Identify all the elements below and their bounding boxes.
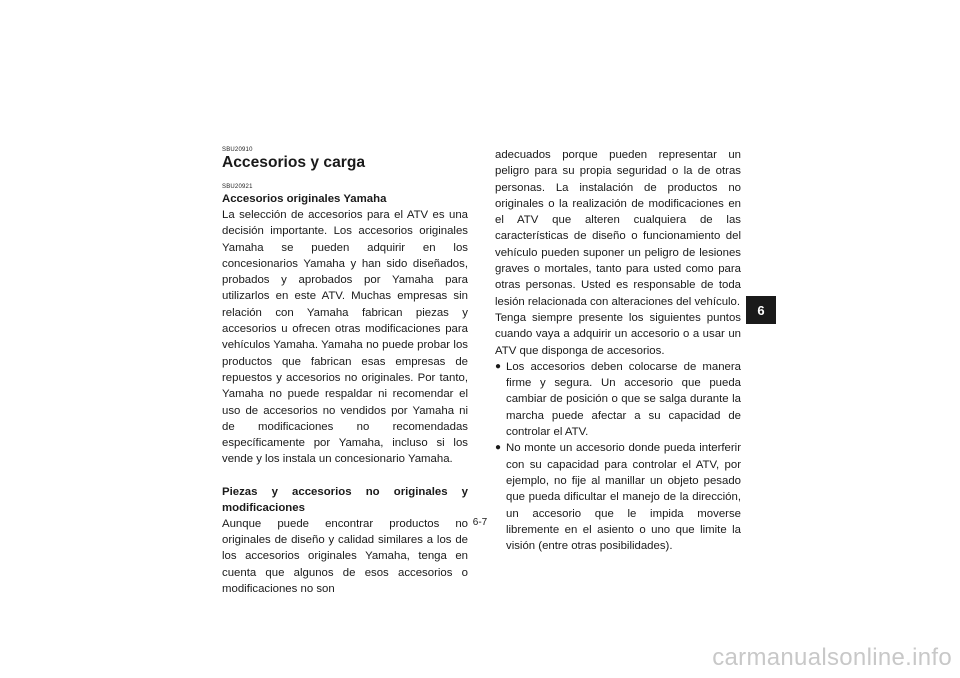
subsection-title-original-accessories: Accesorios originales Yamaha xyxy=(222,193,387,205)
intro-paragraph: Tenga siempre presente los siguientes puntos cuando vaya a adquirir un accesorio o a usar un ATV que disponga de accesorios. xyxy=(495,311,741,357)
bullet-icon: ● xyxy=(495,442,502,454)
bullet-text: No monte un accesorio donde pueda interferir con su capacidad para controlar el ATV, por ejemplo, no fije al manillar un objeto pesado que pueda dificultar el manejo de la dirección, un accesorio que le impida moverse libremente en el asiento o uno que limite la visión (entre otras posibilidades). xyxy=(506,442,741,553)
watermark: carmanualsonline.info xyxy=(712,644,952,671)
bullet-item xyxy=(495,440,741,554)
bullet-icon: ● xyxy=(495,360,502,372)
section-code: SBU20910 xyxy=(222,147,253,153)
original-accessories-paragraph: La selección de accesorios para el ATV es una decisión importante. Los accesorios originales Yamaha se pueden adquirir en los concesionarios Yamaha y han sido diseñados, probados y aprobados por Yamaha para utilizarlos en este ATV. Muchas empresas sin relación con Yamaha fabrican piezas y accesorios u ofrecen otras modificaciones para vehículos Yamaha. Yamaha no puede probar los productos que fabrican esas empresas de repuestos y accesorios no originales. Por tanto, Yamaha no puede respaldar ni recomendar el uso de accesorios no vendidos por Yamaha ni de modificaciones no recomendadas específicamente por Yamaha, incluso si los vende y los instala un concesionario Yamaha. xyxy=(222,209,468,466)
chapter-tab: 6 xyxy=(746,296,776,324)
subsection-code: SBU20921 xyxy=(222,184,253,190)
bullet-item xyxy=(495,359,741,440)
page-number: 6-7 xyxy=(472,517,488,528)
non-original-paragraph: Aunque puede encontrar productos no originales de diseño y calidad similares a los de los accesorios originales Yamaha, tenga en cuenta que algunos de esos accesorios o modificaciones no son xyxy=(222,517,468,595)
section-title: Accesorios y carga xyxy=(222,154,366,171)
bullet-text: Los accesorios deben colocarse de manera firme y segura. Un accesorio que pueda cambiar de posición o que se salga durante la marcha puede afectar a su capacidad de controlar el ATV. xyxy=(506,360,741,439)
right-column xyxy=(495,147,741,554)
continuation-paragraph: adecuados porque pueden representar un peligro para su propia seguridad o la de otras personas. La instalación de productos no originales o la realización de modificaciones en el ATV que alteren cualquiera de las características de diseño o funcionamiento del vehículo pueden suponer un peligro de lesiones graves o mortales, tanto para usted como para otras personas. Usted es responsable de toda lesión relacionada con alteraciones del vehículo. xyxy=(495,149,741,308)
subsection-title-non-original: Piezas y accesorios no originales y modificaciones xyxy=(222,485,468,514)
left-column xyxy=(222,147,468,597)
